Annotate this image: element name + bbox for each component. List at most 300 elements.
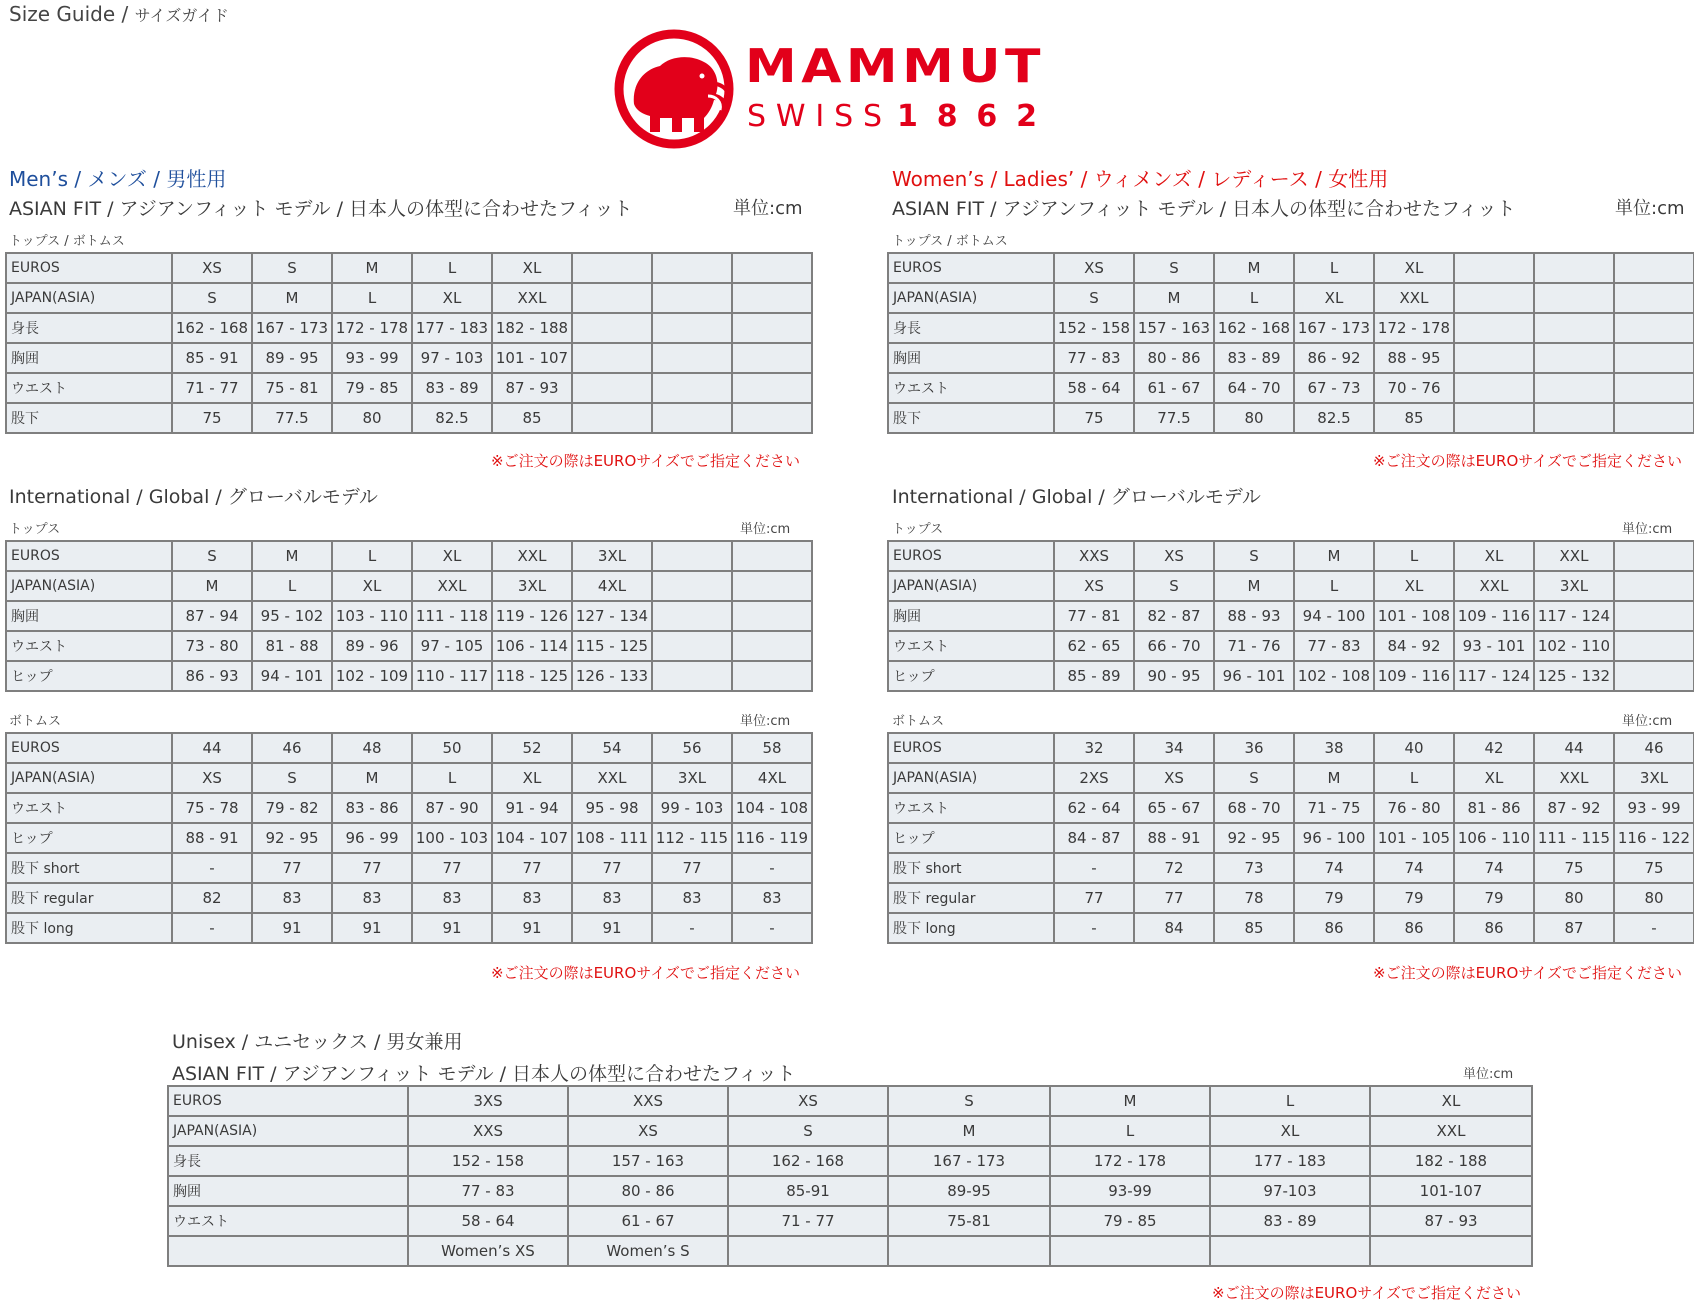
row-label: JAPAN(ASIA) <box>888 283 1054 313</box>
size-cell <box>732 283 812 313</box>
table-row <box>6 661 812 691</box>
size-cell <box>572 373 652 403</box>
womens-intl-subtitle: International / Global / グローバルモデル <box>892 486 1261 508</box>
size-cell <box>652 403 732 433</box>
size-cell: 75 - 81 <box>252 373 332 403</box>
size-cell: 84 - 87 <box>1054 823 1134 853</box>
size-cell: 93 - 101 <box>1454 631 1534 661</box>
size-cell: 101 - 107 <box>492 343 572 373</box>
row-label: 胸囲 <box>6 343 172 373</box>
size-cell: XXL <box>1534 541 1614 571</box>
row-label: EUROS <box>6 541 172 571</box>
size-cell: 177 - 183 <box>1210 1146 1370 1176</box>
size-cell: XL <box>412 283 492 313</box>
size-cell <box>732 343 812 373</box>
size-cell: 77 - 83 <box>1294 631 1374 661</box>
size-cell: 79 - 85 <box>1050 1206 1210 1236</box>
size-cell: 75 - 78 <box>172 793 252 823</box>
row-label: JAPAN(ASIA) <box>6 571 172 601</box>
size-cell: 116 - 122 <box>1614 823 1694 853</box>
size-cell: 77 <box>572 853 652 883</box>
size-cell: M <box>252 541 332 571</box>
size-cell <box>1454 313 1534 343</box>
size-cell: 95 - 102 <box>252 601 332 631</box>
size-cell <box>1534 403 1614 433</box>
size-cell <box>732 661 812 691</box>
size-cell: 152 - 158 <box>408 1146 568 1176</box>
size-cell: 93 - 99 <box>1614 793 1694 823</box>
size-cell: 3XL <box>652 763 732 793</box>
size-cell <box>572 403 652 433</box>
size-cell: XL <box>1374 253 1454 283</box>
size-cell <box>1534 253 1614 283</box>
size-cell: 3XL <box>572 541 652 571</box>
size-cell: Women’s S <box>568 1236 728 1266</box>
womens-asian-section-label: トップス / ボトムス <box>892 234 1008 249</box>
row-label: 胸囲 <box>6 601 172 631</box>
size-cell: XL <box>492 763 572 793</box>
size-cell: 79 - 85 <box>332 373 412 403</box>
size-cell: 80 <box>1214 403 1294 433</box>
size-cell: S <box>252 253 332 283</box>
size-cell <box>572 283 652 313</box>
size-cell: 88 - 95 <box>1374 343 1454 373</box>
mens-asian-unit: 単位:cm <box>733 198 803 219</box>
size-cell: 64 - 70 <box>1214 373 1294 403</box>
table-row <box>6 631 812 661</box>
mammut-logo <box>612 26 1062 152</box>
size-cell: 77.5 <box>1134 403 1214 433</box>
size-cell: M <box>252 283 332 313</box>
size-cell <box>1454 373 1534 403</box>
table-row <box>168 1086 1532 1116</box>
table-row <box>6 373 812 403</box>
size-cell: 91 <box>492 913 572 943</box>
size-cell: 80 - 86 <box>1134 343 1214 373</box>
size-cell: XS <box>1134 763 1214 793</box>
table-row <box>888 343 1694 373</box>
size-cell: 3XL <box>1614 763 1694 793</box>
size-cell: 44 <box>1534 733 1614 763</box>
row-label: JAPAN(ASIA) <box>6 283 172 313</box>
womens-asian-fit-table <box>887 252 1694 434</box>
size-cell: 126 - 133 <box>572 661 652 691</box>
size-cell: 84 - 92 <box>1374 631 1454 661</box>
size-cell: M <box>1214 571 1294 601</box>
row-label: 股下 long <box>6 913 172 943</box>
size-cell: L <box>1374 763 1454 793</box>
size-cell: 91 <box>412 913 492 943</box>
size-cell <box>652 253 732 283</box>
size-cell: 4XL <box>572 571 652 601</box>
table-row <box>6 343 812 373</box>
size-cell <box>1534 313 1614 343</box>
size-cell <box>1614 601 1694 631</box>
size-cell: M <box>172 571 252 601</box>
size-cell: S <box>1214 763 1294 793</box>
size-cell: 46 <box>1614 733 1694 763</box>
mammoth-emblem-icon <box>612 26 1062 152</box>
size-cell: - <box>1054 913 1134 943</box>
size-cell <box>732 601 812 631</box>
size-cell: XS <box>728 1086 888 1116</box>
logo-year: 1862 <box>897 99 1037 134</box>
table-row <box>168 1146 1532 1176</box>
size-cell: 172 - 178 <box>332 313 412 343</box>
mens-bottoms-unit: 単位:cm <box>740 714 791 729</box>
size-cell: 73 - 80 <box>172 631 252 661</box>
size-cell <box>888 1236 1050 1266</box>
size-cell: 94 - 100 <box>1294 601 1374 631</box>
womens-intl-tops-table <box>887 540 1694 692</box>
size-cell: 83 - 89 <box>1210 1206 1370 1236</box>
mens-intl-bottoms-table <box>5 732 813 944</box>
size-cell: 106 - 114 <box>492 631 572 661</box>
size-cell: 108 - 111 <box>572 823 652 853</box>
size-cell <box>652 601 732 631</box>
row-label: 股下 short <box>888 853 1054 883</box>
size-cell: 102 - 110 <box>1534 631 1614 661</box>
unisex-unit: 単位:cm <box>1463 1067 1514 1082</box>
size-cell: - <box>732 853 812 883</box>
size-cell: 40 <box>1374 733 1454 763</box>
size-cell <box>652 631 732 661</box>
size-cell: 85 - 91 <box>172 343 252 373</box>
size-cell: 77.5 <box>252 403 332 433</box>
table-row <box>888 601 1694 631</box>
size-cell: 97-103 <box>1210 1176 1370 1206</box>
size-cell: 91 - 94 <box>492 793 572 823</box>
size-cell: S <box>252 763 332 793</box>
size-cell: 78 <box>1214 883 1294 913</box>
table-row <box>888 793 1694 823</box>
row-label: 股下 <box>6 403 172 433</box>
size-cell: XL <box>1454 541 1534 571</box>
size-cell: 75-81 <box>888 1206 1050 1236</box>
page-title-en: Size Guide <box>9 2 116 26</box>
womens-tops-label: トップス <box>892 522 944 537</box>
size-cell: 87 - 92 <box>1534 793 1614 823</box>
size-cell: M <box>332 763 412 793</box>
table-row <box>888 541 1694 571</box>
size-cell: 88 - 91 <box>1134 823 1214 853</box>
size-cell: 99 - 103 <box>652 793 732 823</box>
size-cell: 177 - 183 <box>412 313 492 343</box>
size-cell: XXL <box>1370 1116 1532 1146</box>
size-cell: 79 <box>1294 883 1374 913</box>
size-cell: 83 <box>252 883 332 913</box>
size-cell: 77 - 81 <box>1054 601 1134 631</box>
row-label: JAPAN(ASIA) <box>6 763 172 793</box>
size-cell: 85 <box>492 403 572 433</box>
size-cell: 72 <box>1134 853 1214 883</box>
size-cell: 83 - 86 <box>332 793 412 823</box>
size-cell: 97 - 105 <box>412 631 492 661</box>
row-label: EUROS <box>6 733 172 763</box>
table-row <box>6 541 812 571</box>
table-row <box>888 313 1694 343</box>
size-cell: XL <box>1370 1086 1532 1116</box>
row-label: EUROS <box>888 253 1054 283</box>
size-cell: 112 - 115 <box>652 823 732 853</box>
table-row <box>6 883 812 913</box>
size-cell: 162 - 168 <box>172 313 252 343</box>
size-cell: M <box>888 1116 1050 1146</box>
size-cell: M <box>1294 541 1374 571</box>
size-cell <box>652 373 732 403</box>
size-cell: 87 - 90 <box>412 793 492 823</box>
size-cell: XS <box>568 1116 728 1146</box>
size-cell: 167 - 173 <box>888 1146 1050 1176</box>
size-cell: 117 - 124 <box>1454 661 1534 691</box>
size-cell <box>1454 343 1534 373</box>
size-cell: XXL <box>492 283 572 313</box>
size-cell: 77 <box>652 853 732 883</box>
table-row <box>888 733 1694 763</box>
row-label: EUROS <box>6 253 172 283</box>
size-cell: - <box>1614 913 1694 943</box>
size-cell: 87 <box>1534 913 1614 943</box>
size-cell: L <box>252 571 332 601</box>
size-cell <box>732 541 812 571</box>
size-cell: 86 - 93 <box>172 661 252 691</box>
size-cell: XS <box>1134 541 1214 571</box>
size-cell: 77 <box>1054 883 1134 913</box>
size-cell: XXL <box>1454 571 1534 601</box>
size-cell: XS <box>1054 253 1134 283</box>
size-cell: 62 - 64 <box>1054 793 1134 823</box>
size-cell: 77 - 83 <box>408 1176 568 1206</box>
page-title-jp: サイズガイド <box>134 6 229 25</box>
size-cell: 96 - 99 <box>332 823 412 853</box>
table-row <box>888 883 1694 913</box>
size-cell: M <box>1214 253 1294 283</box>
size-cell: 167 - 173 <box>252 313 332 343</box>
unisex-heading: Unisex / ユニセックス / 男女兼用 <box>172 1031 463 1053</box>
size-cell: 75 <box>1614 853 1694 883</box>
row-label: ウエスト <box>888 373 1054 403</box>
size-cell: 80 <box>1614 883 1694 913</box>
size-cell: 103 - 110 <box>332 601 412 631</box>
size-cell: XXL <box>492 541 572 571</box>
womens-bottoms-label: ボトムス <box>892 714 945 729</box>
size-cell: XXS <box>568 1086 728 1116</box>
row-label: 股下 regular <box>6 883 172 913</box>
mens-asian-section-label: トップス / ボトムス <box>9 234 125 249</box>
size-cell: 67 - 73 <box>1294 373 1374 403</box>
table-row <box>6 793 812 823</box>
size-cell: 80 - 86 <box>568 1176 728 1206</box>
size-cell: 85 <box>1214 913 1294 943</box>
size-cell: 50 <box>412 733 492 763</box>
size-cell: 66 - 70 <box>1134 631 1214 661</box>
size-cell: 61 - 67 <box>568 1206 728 1236</box>
row-label: 身長 <box>888 313 1054 343</box>
size-cell: 44 <box>172 733 252 763</box>
row-label: 身長 <box>6 313 172 343</box>
size-cell: 82 <box>172 883 252 913</box>
row-label: 股下 long <box>888 913 1054 943</box>
size-cell: 172 - 178 <box>1374 313 1454 343</box>
size-cell <box>732 571 812 601</box>
table-row <box>888 571 1694 601</box>
size-cell: 3XS <box>408 1086 568 1116</box>
row-label: 股下 <box>888 403 1054 433</box>
size-cell: 54 <box>572 733 652 763</box>
size-cell: 79 <box>1454 883 1534 913</box>
table-row <box>6 763 812 793</box>
size-cell: 83 <box>492 883 572 913</box>
table-row <box>6 253 812 283</box>
size-cell <box>1534 283 1614 313</box>
size-cell: 93 - 99 <box>332 343 412 373</box>
size-cell: - <box>172 913 252 943</box>
unisex-asian-fit-table <box>167 1085 1533 1267</box>
size-cell: M <box>332 253 412 283</box>
size-cell: 75 <box>1534 853 1614 883</box>
mens-asian-note: ※ご注文の際はEUROサイズでご指定ください <box>491 452 801 470</box>
size-cell: 111 - 115 <box>1534 823 1614 853</box>
size-cell: 32 <box>1054 733 1134 763</box>
size-cell: 101 - 105 <box>1374 823 1454 853</box>
size-cell: - <box>1054 853 1134 883</box>
size-cell: 77 - 83 <box>1054 343 1134 373</box>
size-cell: 80 <box>332 403 412 433</box>
size-cell: 116 - 119 <box>732 823 812 853</box>
size-cell: - <box>652 913 732 943</box>
row-label: ヒップ <box>888 823 1054 853</box>
size-cell: XXL <box>412 571 492 601</box>
size-cell: 76 - 80 <box>1374 793 1454 823</box>
row-label: 胸囲 <box>888 601 1054 631</box>
size-cell: 104 - 107 <box>492 823 572 853</box>
size-cell: 86 - 92 <box>1294 343 1374 373</box>
size-cell: 46 <box>252 733 332 763</box>
size-cell <box>1614 631 1694 661</box>
table-row <box>6 571 812 601</box>
size-cell <box>652 541 732 571</box>
size-cell: 89 - 95 <box>252 343 332 373</box>
size-cell <box>652 661 732 691</box>
size-cell: 48 <box>332 733 412 763</box>
size-cell: XXL <box>1374 283 1454 313</box>
size-cell: 3XL <box>492 571 572 601</box>
size-cell: 85-91 <box>728 1176 888 1206</box>
size-cell: 81 - 88 <box>252 631 332 661</box>
mens-heading: Men’s / メンズ / 男性用 <box>9 167 227 191</box>
size-cell: L <box>1210 1086 1370 1116</box>
size-cell: 87 - 93 <box>1370 1206 1532 1236</box>
size-cell: L <box>1050 1116 1210 1146</box>
size-cell <box>728 1236 888 1266</box>
size-cell: 102 - 108 <box>1294 661 1374 691</box>
row-label: JAPAN(ASIA) <box>888 571 1054 601</box>
size-cell <box>1614 403 1694 433</box>
size-cell: 58 <box>732 733 812 763</box>
size-cell <box>572 343 652 373</box>
size-cell: M <box>1294 763 1374 793</box>
row-label: 股下 regular <box>888 883 1054 913</box>
size-cell: XL <box>492 253 572 283</box>
size-cell <box>732 373 812 403</box>
row-label: ヒップ <box>6 823 172 853</box>
size-cell: L <box>412 253 492 283</box>
row-label: ウエスト <box>888 631 1054 661</box>
size-cell <box>1534 373 1614 403</box>
size-cell: 85 <box>1374 403 1454 433</box>
size-cell: 96 - 100 <box>1294 823 1374 853</box>
size-cell: 86 <box>1374 913 1454 943</box>
size-cell: 3XL <box>1534 571 1614 601</box>
size-cell: S <box>172 541 252 571</box>
size-cell: 117 - 124 <box>1534 601 1614 631</box>
unisex-note: ※ご注文の際はEUROサイズでご指定ください <box>1212 1284 1522 1302</box>
size-cell: XL <box>1374 571 1454 601</box>
size-cell: 89 - 96 <box>332 631 412 661</box>
size-cell: 83 <box>332 883 412 913</box>
size-cell <box>1370 1236 1532 1266</box>
size-cell: 89-95 <box>888 1176 1050 1206</box>
size-cell: L <box>412 763 492 793</box>
size-cell: XS <box>172 763 252 793</box>
logo-wordmark: MAMMUT <box>745 39 1045 93</box>
row-label: ウエスト <box>6 373 172 403</box>
size-cell <box>1454 253 1534 283</box>
size-cell: 119 - 126 <box>492 601 572 631</box>
table-row <box>6 733 812 763</box>
size-cell: 101-107 <box>1370 1176 1532 1206</box>
size-cell: L <box>332 283 412 313</box>
size-cell: 77 <box>332 853 412 883</box>
row-label: ウエスト <box>888 793 1054 823</box>
size-cell: 97 - 103 <box>412 343 492 373</box>
size-cell: XL <box>1454 763 1534 793</box>
size-cell: 75 <box>1054 403 1134 433</box>
size-cell: S <box>1134 253 1214 283</box>
table-row <box>6 601 812 631</box>
size-cell: 61 - 67 <box>1134 373 1214 403</box>
size-cell <box>572 313 652 343</box>
size-cell: 91 <box>332 913 412 943</box>
row-label: ウエスト <box>6 631 172 661</box>
row-label: JAPAN(ASIA) <box>888 763 1054 793</box>
size-cell: XL <box>1294 283 1374 313</box>
size-cell: 68 - 70 <box>1214 793 1294 823</box>
table-row <box>168 1206 1532 1236</box>
size-cell: 91 <box>252 913 332 943</box>
size-cell: 74 <box>1294 853 1374 883</box>
size-cell: 77 <box>1134 883 1214 913</box>
size-cell: 86 <box>1454 913 1534 943</box>
table-row <box>888 853 1694 883</box>
size-cell: 83 <box>572 883 652 913</box>
table-row <box>6 913 812 943</box>
size-cell: 102 - 109 <box>332 661 412 691</box>
size-cell: 79 - 82 <box>252 793 332 823</box>
size-cell: 74 <box>1374 853 1454 883</box>
mens-intl-note: ※ご注文の際はEUROサイズでご指定ください <box>491 964 801 982</box>
size-cell: S <box>1214 541 1294 571</box>
size-cell: 2XS <box>1054 763 1134 793</box>
size-cell: 71 - 77 <box>172 373 252 403</box>
row-label: ウエスト <box>168 1206 408 1236</box>
row-label: 身長 <box>168 1146 408 1176</box>
size-cell: 79 <box>1374 883 1454 913</box>
size-cell: XL <box>1210 1116 1370 1146</box>
table-row <box>888 403 1694 433</box>
size-cell: 71 - 75 <box>1294 793 1374 823</box>
size-cell <box>1614 541 1694 571</box>
